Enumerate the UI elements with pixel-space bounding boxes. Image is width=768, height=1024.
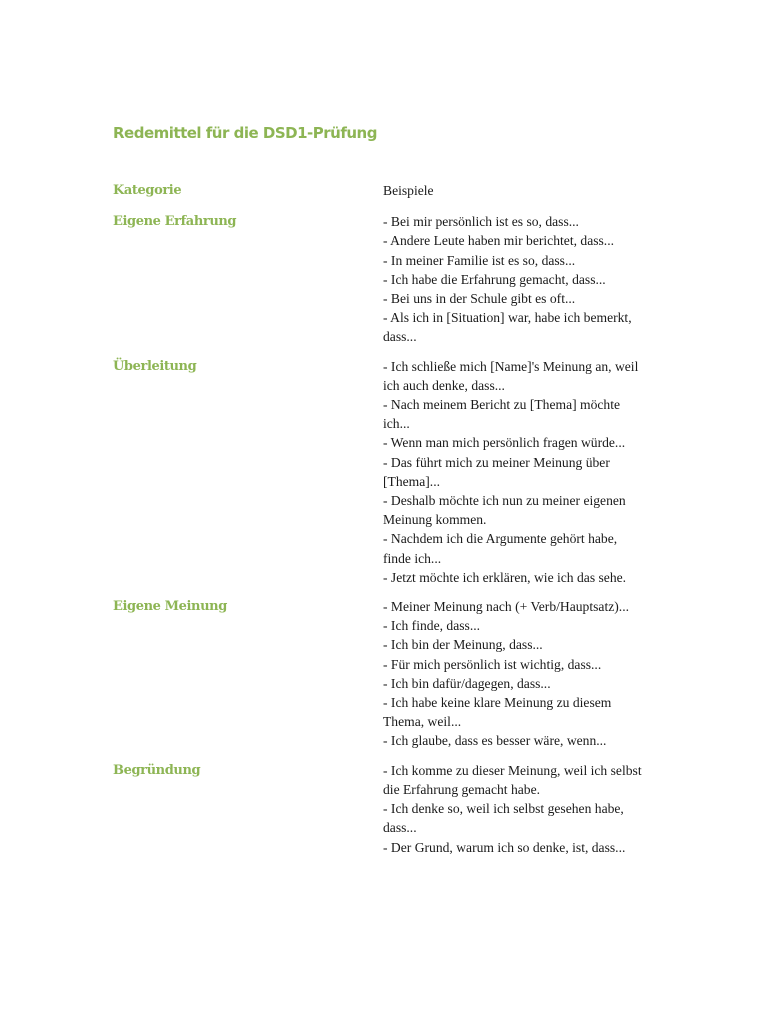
example-item: - Nachdem ich die Argumente gehört habe, finde ich... <box>383 531 618 566</box>
example-item: - Ich bin dafür/dagegen, dass... <box>383 675 551 691</box>
example-item: - Deshalb möchte ich nun zu meiner eigenen Meinung kommen. <box>383 493 626 528</box>
category-label: Eigene Meinung <box>113 599 227 615</box>
example-item: - Nach meinem Bericht zu [Thema] möchte ich... <box>383 397 621 432</box>
example-item: - Ich habe die Erfahrung gemacht, dass... <box>383 271 606 287</box>
table-header-row <box>113 181 653 200</box>
example-item: - Ich denke so, weil ich selbst gesehen habe, dass... <box>383 801 624 836</box>
category-label: Begründung <box>113 762 201 778</box>
example-item: - Ich glaube, dass es besser wäre, wenn... <box>383 733 607 749</box>
phrases-table <box>113 181 653 867</box>
category-label: Überleitung <box>113 358 197 374</box>
examples-list <box>383 212 645 346</box>
table-row <box>113 597 653 751</box>
example-item: - Jetzt möchte ich erklären, wie ich das sehe. <box>383 569 627 585</box>
example-item: - In meiner Familie ist es so, dass... <box>383 252 576 268</box>
header-category: Kategorie <box>113 183 182 198</box>
example-item: - Andere Leute haben mir berichtet, dass... <box>383 233 615 249</box>
table-row <box>113 357 653 587</box>
example-item: - Das führt mich zu meiner Meinung über [Thema]... <box>383 454 610 489</box>
table-row <box>113 761 653 857</box>
example-item: - Ich bin der Meinung, dass... <box>383 637 543 653</box>
examples-list <box>383 597 645 751</box>
example-item: - Ich komme zu dieser Meinung, weil ich selbst die Erfahrung gemacht habe. <box>383 762 642 797</box>
document-title: Redemittel für die DSD1-Prüfung <box>113 124 377 142</box>
header-examples: Beispiele <box>383 183 434 198</box>
example-item: - Als ich in [Situation] war, habe ich bemerkt, dass... <box>383 310 632 345</box>
table-row <box>113 212 653 346</box>
examples-list <box>383 357 645 587</box>
examples-list <box>383 761 645 857</box>
example-item: - Meiner Meinung nach (+ Verb/Hauptsatz)... <box>383 599 629 615</box>
example-item: - Der Grund, warum ich so denke, ist, dass... <box>383 839 626 855</box>
example-item: - Wenn man mich persönlich fragen würde... <box>383 435 626 451</box>
example-item: - Bei mir persönlich ist es so, dass... <box>383 214 579 230</box>
example-item: - Ich habe keine klare Meinung zu diesem Thema, weil... <box>383 695 612 730</box>
example-item: - Für mich persönlich ist wichtig, dass... <box>383 656 602 672</box>
example-item: - Ich finde, dass... <box>383 618 481 634</box>
category-label: Eigene Erfahrung <box>113 214 237 230</box>
example-item: - Bei uns in der Schule gibt es oft... <box>383 291 576 307</box>
example-item: - Ich schließe mich [Name]'s Meinung an, weil ich auch denke, dass... <box>383 358 639 393</box>
